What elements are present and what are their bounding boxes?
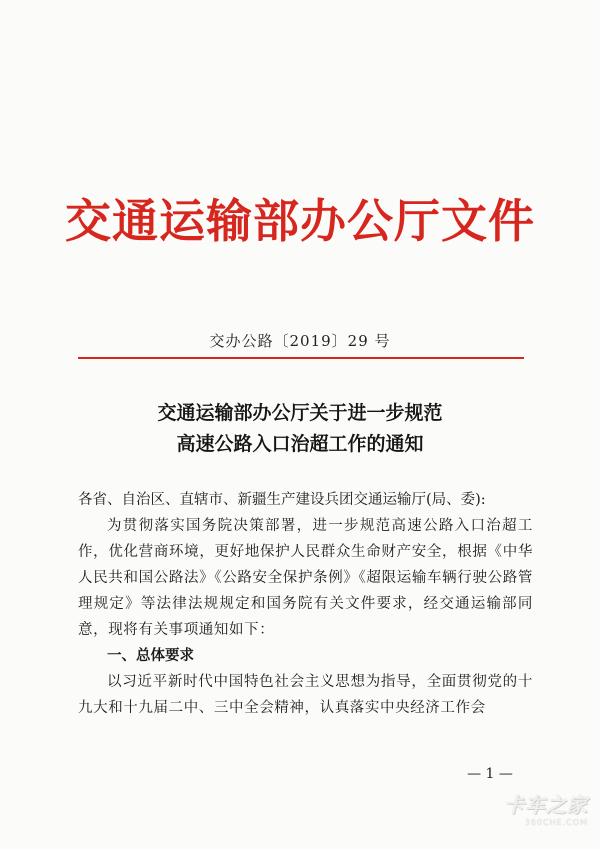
document-body bbox=[78, 487, 533, 721]
notice-title-line-2: 高速公路入口治超工作的通知 bbox=[176, 433, 424, 455]
section-heading: 一、总体要求 bbox=[107, 647, 194, 664]
watermark-logo bbox=[504, 789, 588, 827]
red-divider-line bbox=[78, 357, 524, 359]
notice-title bbox=[0, 398, 600, 460]
addressee-line: 各省、自治区、直辖市、新疆生产建设兵团交通运输厅(局、委): bbox=[78, 492, 486, 508]
document-number: 交办公路〔2019〕29 号 bbox=[209, 332, 391, 350]
section-paragraph: 以习近平新时代中国特色社会主义思想为指导，全面贯彻党的十九大和十九届二中、三中全会精神，认真落实中央经济工作会 bbox=[78, 674, 533, 716]
watermark-main-text: 卡车之家 bbox=[504, 793, 588, 817]
page-number: — 1 — bbox=[467, 766, 513, 782]
watermark-sub-text: 360CHE.COM bbox=[524, 818, 588, 827]
notice-title-line-1: 交通运输部办公厅关于进一步规范 bbox=[157, 402, 443, 424]
intro-paragraph: 为贯彻落实国务院决策部署，进一步规范高速公路入口治超工作，优化营商环境，更好地保护人民群众生命财产安全，根据《中华人民共和国公路法》《公路安全保护条例》《超限运输车辆行驶公路管理规定》等法律法规规定和国务院有关文件要求，经交通运输部同意，现将有关事项通知如下： bbox=[78, 518, 533, 638]
document-header-title: 交通运输部办公厅文件 bbox=[65, 194, 535, 248]
